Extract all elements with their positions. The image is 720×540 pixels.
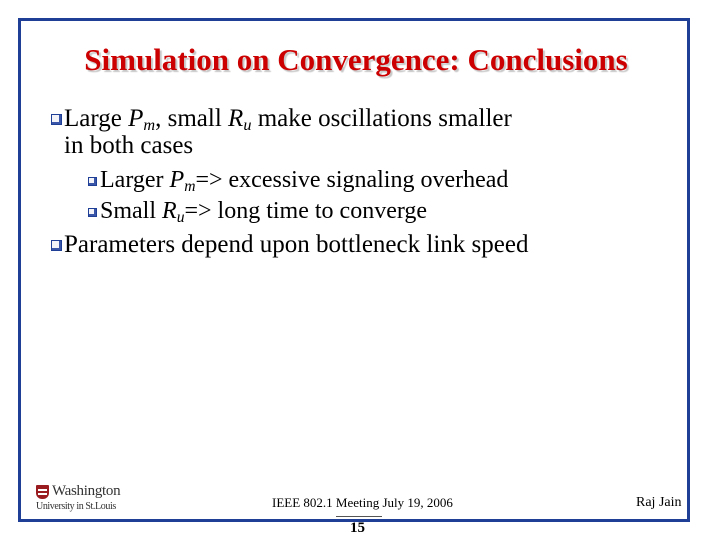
washington-university-logo-icon xyxy=(36,484,128,514)
subbullet-1-text: Larger Pm=> excessive signaling overhead xyxy=(100,167,509,195)
page-number: 15 xyxy=(350,520,365,536)
subbullet-2-text: Small Ru=> long time to converge xyxy=(100,198,428,226)
bullet-2-text: Parameters depend upon bottleneck link speed xyxy=(64,231,529,258)
logo-name: Washington xyxy=(52,483,121,499)
page-number-rule xyxy=(336,516,382,517)
shield-icon xyxy=(36,485,49,499)
slide-title: Simulation on Convergence: Conclusions xyxy=(84,42,628,77)
bullet-1-text: Large Pm, small Ru make oscillations smaller xyxy=(64,105,512,135)
square-bullet-icon xyxy=(88,177,97,186)
square-bullet-icon xyxy=(51,114,62,125)
footer-author: Raj Jain xyxy=(636,495,682,510)
logo-subtitle: University in St.Louis xyxy=(36,501,116,512)
bullet-1-continuation: in both cases xyxy=(64,132,194,159)
slide-frame xyxy=(18,18,690,522)
footer-meeting: IEEE 802.1 Meeting July 19, 2006 xyxy=(272,495,453,510)
square-bullet-icon xyxy=(51,240,62,251)
square-bullet-icon xyxy=(88,208,97,217)
